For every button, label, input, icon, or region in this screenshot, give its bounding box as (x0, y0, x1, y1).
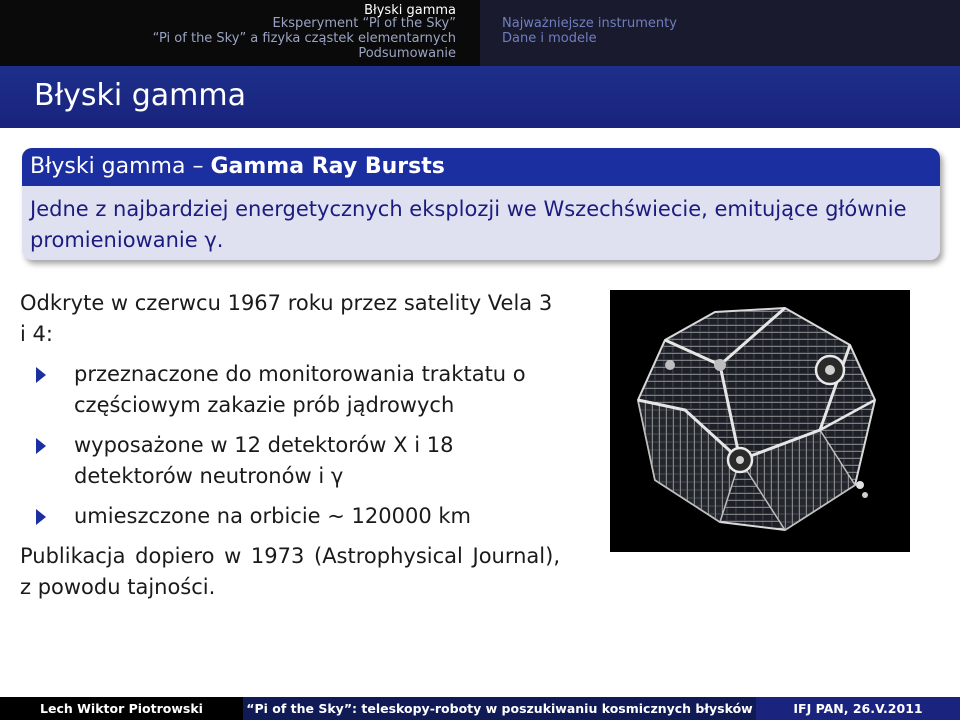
bullet-triangle-icon (36, 438, 46, 454)
list-item-text: wyposażone w 12 detektorów X i 18 detektorów neutronów i γ (74, 433, 454, 488)
navigation-bar (0, 0, 960, 66)
outro-text: Publikacja dopiero w 1973 (Astrophysical Journal), z powodu tajności. (20, 544, 560, 599)
footer-venue-date: IFJ PAN, 26.V.2011 (756, 697, 960, 720)
list-item-text: przeznaczone do monitorowania traktatu o częściowym zakazie prób jądrowych (74, 362, 526, 417)
block-body: Jedne z najbardziej energetycznych eksplozji we Wszechświecie, emitujące głównie promieniowanie γ. (30, 197, 907, 252)
block-title-bold: Gamma Ray Bursts (210, 154, 445, 179)
intro-text: Odkryte w czerwcu 1967 roku przez satelity Vela 3 i 4: (20, 291, 553, 346)
bullet-triangle-icon (36, 367, 46, 383)
nav-subsection-summary[interactable]: Podsumowanie (358, 46, 456, 61)
bullet-triangle-icon (36, 509, 46, 525)
footer-author: Lech Wiktor Piotrowski (0, 697, 243, 720)
vela-satellite-image (610, 290, 910, 552)
nav-right-panel (480, 0, 960, 66)
list-item-text: umieszczone na orbicie ∼ 120000 km (74, 504, 472, 528)
block-title-plain: Błyski gamma – (30, 154, 211, 179)
nav-subsection-particle-physics[interactable]: “Pi of the Sky” a fizyka cząstek elementarnych (152, 31, 456, 46)
nav-subsection-experiment[interactable]: Eksperyment “Pi of the Sky” (272, 16, 456, 31)
block-title (22, 148, 940, 186)
frame-title: Błyski gamma (34, 78, 246, 113)
satellite-drawing (610, 290, 910, 552)
footer-talk-title: “Pi of the Sky”: teleskopy-roboty w poszukiwaniu kosmicznych błysków (243, 697, 756, 720)
definition-block (22, 148, 940, 260)
bullet-list (20, 359, 560, 541)
nav-current-section[interactable]: Błyski gamma (364, 3, 456, 18)
footer (0, 697, 960, 720)
list-item (20, 359, 560, 421)
nav-section-instruments[interactable]: Najważniejsze instrumenty (502, 16, 677, 31)
nav-section-data-models[interactable]: Dane i modele (502, 31, 597, 46)
list-item (20, 501, 560, 532)
list-item (20, 430, 560, 492)
nav-left-panel (0, 0, 480, 66)
frame-title-bar (0, 66, 960, 128)
